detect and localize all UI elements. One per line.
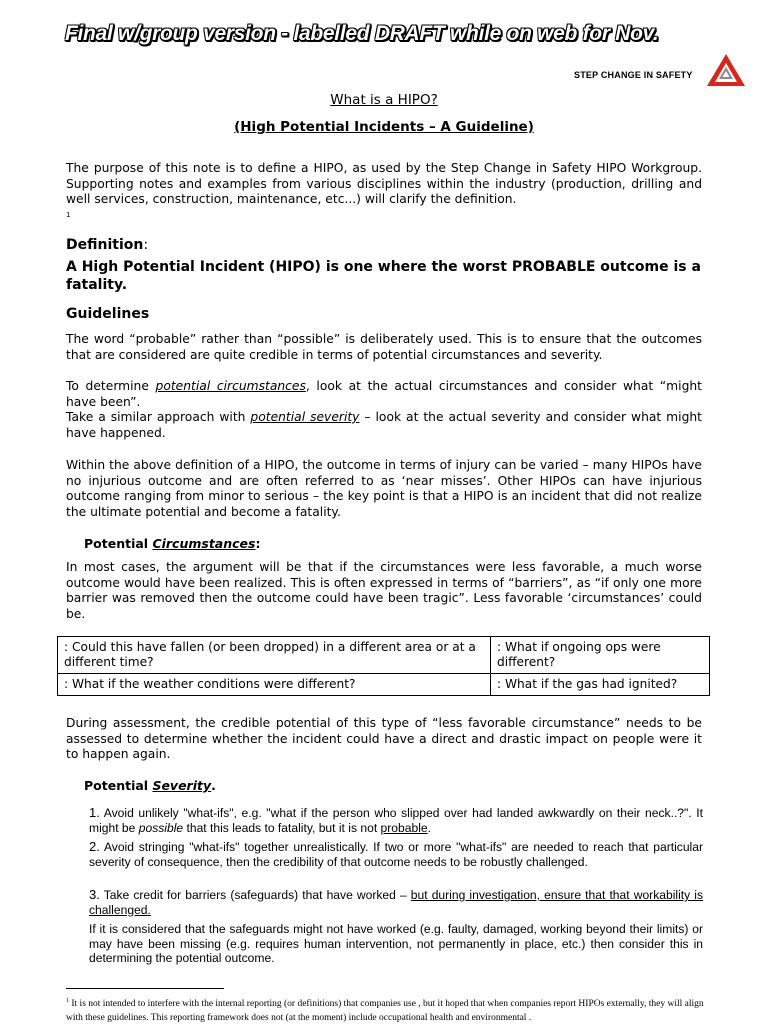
guidelines-heading: Guidelines: [66, 306, 150, 322]
definition-heading: Definition:: [66, 237, 149, 253]
page-subtitle: (High Potential Incidents – A Guideline): [234, 119, 534, 135]
page-title: What is a HIPO?: [330, 92, 438, 108]
draft-banner: Final w/group version - labelled DRAFT while on web for Nov.: [65, 22, 659, 45]
logo-text: STEP CHANGE IN SAFETY: [574, 70, 693, 80]
list-item: 1. Avoid unlikely "what-ifs", e.g. "what if the person who slipped over had landed awkwardly on their neck..?". It might be possible that this leads to fatality, but it is not probable.: [89, 805, 703, 835]
guidelines-paragraph-1: The word “probable” rather than “possible” is deliberately used. This is to ensure that the outcomes that are considered are quite credible in terms of potential circumstances and severity.: [66, 332, 702, 362]
list-item: 3. Take credit for barriers (safeguards) that have worked – but during investigation, ensure that that workability is challenged.: [89, 887, 703, 917]
table-cell: : What if the weather conditions were different?: [58, 674, 491, 696]
table-row: [58, 674, 710, 696]
circumstances-heading: Potential Circumstances:: [84, 536, 261, 551]
list-item: 2. Avoid stringing "what-ifs" together unrealistically. If two or more "what-ifs" are needed to reach that particular severity of consequence, then the credibility of that outcome needs to be robustly challenged.: [89, 839, 703, 869]
triangle-logo-icon: [706, 52, 746, 88]
guidelines-paragraph-2: To determine potential circumstances, look at the actual circumstances and consider what “might have been”. Take a similar approach with potential severity – look at the actual severity and consider what might have happened.: [66, 379, 702, 440]
table-cell: : What if the gas had ignited?: [491, 674, 710, 696]
potential-circumstances-term: potential circumstances: [155, 379, 306, 393]
footnote-divider: [66, 988, 224, 989]
list-item: If it is considered that the safeguards might not have worked (e.g. faulty, damaged, working beyond their limits) or may have been missing (e.g. requires human intervention, not permanently in place, etc.) then consider this in determining the potential outcome.: [89, 922, 703, 965]
circumstances-paragraph: In most cases, the argument will be that if the circumstances were less favorable, a much worse outcome would have been realized. This is often expressed in terms of “barriers”, as “if only one more barrier was removed then the outcome could have been tragic”. Less favorable ‘circumstances’ could be.: [66, 560, 702, 621]
potential-severity-term: potential severity: [250, 410, 360, 425]
definition-statement: A High Potential Incident (HIPO) is one where the worst PROBABLE outcome is a fatality.: [66, 259, 701, 293]
severity-heading: Potential Severity.: [84, 778, 216, 793]
circumstances-table: [57, 636, 710, 696]
guidelines-paragraph-4: Within the above definition of a HIPO, the outcome in terms of injury can be varied – many HIPOs have no injurious outcome and are often referred to as ‘near misses’. Other HIPOs can have injurious outcome ranging from minor to serious – the key point is that a HIPO is an incident that did not realize the ultimate potential and become a fatality.: [66, 458, 702, 519]
intro-paragraph: The purpose of this note is to define a HIPO, as used by the Step Change in Safety HIPO Workgroup. Supporting notes and examples from various disciplines within the industry (production, drilling and well services, construction, maintenance, etc...) will clarify the definition. $^1$: [66, 161, 702, 219]
footnote: $^1$ It is not intended to interfere with the internal reporting (or definitions) that companies use , but it hoped that when companies report HIPOs externally, they will align with these guidelines. This reporting framework does not (at the moment) include occupational health and environmental .: [66, 998, 704, 1024]
table-cell: : Could this have fallen (or been dropped) in a different area or at a different time?: [58, 637, 491, 674]
assessment-paragraph: During assessment, the credible potential of this type of “less favorable circumstance” needs to be assessed to determine whether the incident could have a direct and drastic impact on people were it to happen again.: [66, 716, 702, 762]
table-cell: : What if ongoing ops were different?: [491, 637, 710, 674]
footnote-reference[interactable]: 1: [66, 210, 71, 219]
table-row: [58, 637, 710, 674]
